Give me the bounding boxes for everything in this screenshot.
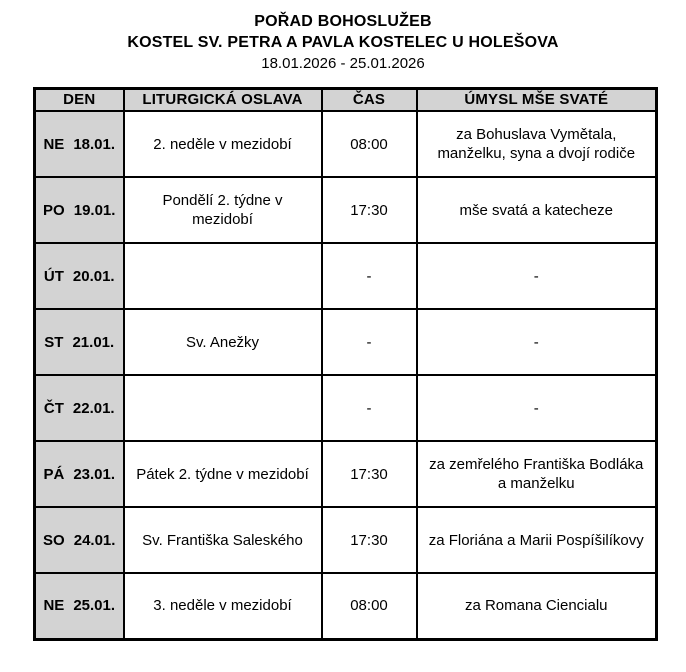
day-abbr: ÚT: [43, 267, 64, 285]
time-cell: 08:00: [322, 573, 417, 639]
day-wrap: [37, 465, 122, 484]
day-wrap: [37, 596, 122, 615]
table-row: [35, 375, 657, 441]
column-header-cas: ČAS: [322, 89, 417, 112]
celebration-cell: 2. neděle v mezidobí: [124, 111, 322, 177]
intention-cell: -: [417, 309, 657, 375]
table-row: [35, 573, 657, 639]
day-wrap: [37, 201, 122, 220]
day-wrap: [37, 399, 122, 418]
day-cell: [35, 111, 124, 177]
schedule-table: [33, 87, 658, 641]
day-date: 18.01.: [73, 135, 116, 153]
day-date: 20.01.: [72, 267, 115, 285]
day-wrap: [37, 531, 122, 550]
day-cell: [35, 441, 124, 507]
table-row: [35, 309, 657, 375]
column-header-den: DEN: [35, 89, 124, 112]
celebration-cell: Sv. Anežky: [124, 309, 322, 375]
day-cell: [35, 375, 124, 441]
intention-cell: za Floriána a Marii Pospíšilíkovy: [417, 507, 657, 573]
table-row: [35, 243, 657, 309]
column-header-umysl-mse-svate: ÚMYSL MŠE SVATÉ: [417, 89, 657, 112]
time-cell: 17:30: [322, 177, 417, 243]
day-date: 19.01.: [73, 201, 116, 219]
celebration-cell: Sv. Františka Saleského: [124, 507, 322, 573]
day-abbr: ST: [44, 333, 64, 351]
intention-cell: za Bohuslava Vymětala, manželku, syna a dvojí rodiče: [417, 111, 657, 177]
intention-cell: mše svatá a katecheze: [417, 177, 657, 243]
day-date: 23.01.: [73, 465, 116, 483]
day-abbr: PO: [43, 201, 65, 219]
page-subtitle: KOSTEL SV. PETRA A PAVLA KOSTELEC U HOLEŠOVA: [127, 34, 559, 51]
day-cell: [35, 507, 124, 573]
celebration-cell: [124, 243, 322, 309]
intention-cell: -: [417, 243, 657, 309]
day-wrap: [37, 333, 122, 352]
celebration-cell: 3. neděle v mezidobí: [124, 573, 322, 639]
day-date: 22.01.: [72, 399, 115, 417]
celebration-cell: Pátek 2. týdne v mezidobí: [124, 441, 322, 507]
table-row: [35, 111, 657, 177]
table-row: [35, 177, 657, 243]
time-cell: -: [322, 309, 417, 375]
page-title: POŘAD BOHOSLUŽEB: [254, 13, 432, 30]
day-wrap: [37, 267, 122, 286]
day-cell: [35, 309, 124, 375]
day-abbr: SO: [43, 531, 65, 549]
intention-cell: za zemřelého Františka Bodláka a manželku: [417, 441, 657, 507]
day-date: 24.01.: [73, 531, 116, 549]
time-cell: -: [322, 243, 417, 309]
column-header-liturgicka-oslava: LITURGICKÁ OSLAVA: [124, 89, 322, 112]
celebration-cell: Pondělí 2. týdne v mezidobí: [124, 177, 322, 243]
intention-cell: -: [417, 375, 657, 441]
day-abbr: NE: [43, 135, 65, 153]
day-abbr: NE: [43, 597, 65, 615]
day-cell: [35, 573, 124, 639]
time-cell: 17:30: [322, 441, 417, 507]
table-row: [35, 507, 657, 573]
time-cell: -: [322, 375, 417, 441]
day-date: 25.01.: [73, 597, 116, 615]
celebration-cell: [124, 375, 322, 441]
day-abbr: PÁ: [43, 465, 65, 483]
day-abbr: ČT: [43, 399, 64, 417]
day-cell: [35, 177, 124, 243]
day-cell: [35, 243, 124, 309]
time-cell: 08:00: [322, 111, 417, 177]
intention-cell: za Romana Ciencialu: [417, 573, 657, 639]
header-row: [35, 89, 657, 112]
day-wrap: [37, 135, 122, 154]
table-row: [35, 441, 657, 507]
date-range: 18.01.2026 - 25.01.2026: [261, 55, 425, 72]
document-header: [0, 0, 686, 75]
time-cell: 17:30: [322, 507, 417, 573]
day-date: 21.01.: [72, 333, 115, 351]
